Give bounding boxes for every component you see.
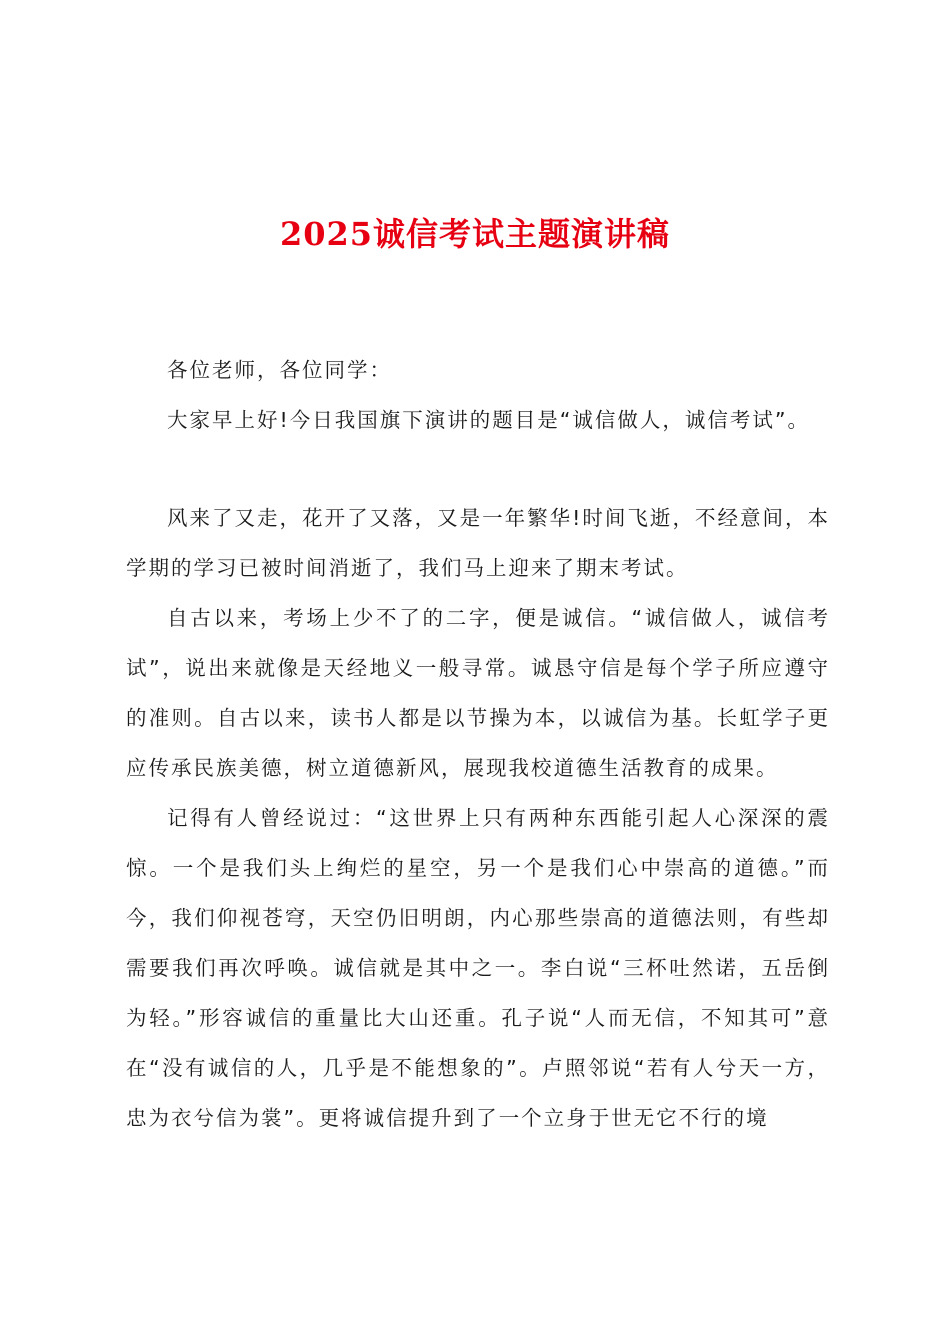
- paragraph: 自古以来，考场上少不了的二字，便是诚信。“诚信做人，诚信考试”，说出来就像是天经地义一般寻常。诚恳守信是每个学子所应遵守的准则。自古以来，读书人都是以节操为本，以诚信为基。长虹学子更应传承民族美德，树立道德新风，展现我校道德生活教育的成果。: [126, 606, 830, 780]
- greeting-block: [126, 395, 830, 445]
- salutation-block: [126, 345, 830, 395]
- greeting: 大家早上好!今日我国旗下演讲的题目是“诚信做人，诚信考试”。: [167, 408, 810, 432]
- paragraph: 记得有人曾经说过：“这世界上只有两种东西能引起人心深深的震惊。一个是我们头上绚烂的星空，另一个是我们心中崇高的道德。”而今，我们仰视苍穹，天空仍旧明朗，内心那些崇高的道德法则，有些却需要我们再次呼唤。诚信就是其中之一。李白说“三杯吐然诺，五岳倒为轻。”形容诚信的重量比大山还重。孔子说“人而无信，不知其可”意在“没有诚信的人，几乎是不能想象的”。卢照邻说“若有人兮天一方，忠为衣兮信为裳”。更将诚信提升到了一个立身于世无它不行的境: [126, 806, 830, 1130]
- salutation: 各位老师，各位同学：: [167, 358, 392, 382]
- document-title: 2025诚信考试主题演讲稿: [279, 215, 671, 253]
- main-body: [126, 493, 830, 1143]
- paragraph: 风来了又走，花开了又落，又是一年繁华!时间飞逝，不经意间，本学期的学习已被时间消逝了，我们马上迎来了期末考试。: [126, 506, 830, 580]
